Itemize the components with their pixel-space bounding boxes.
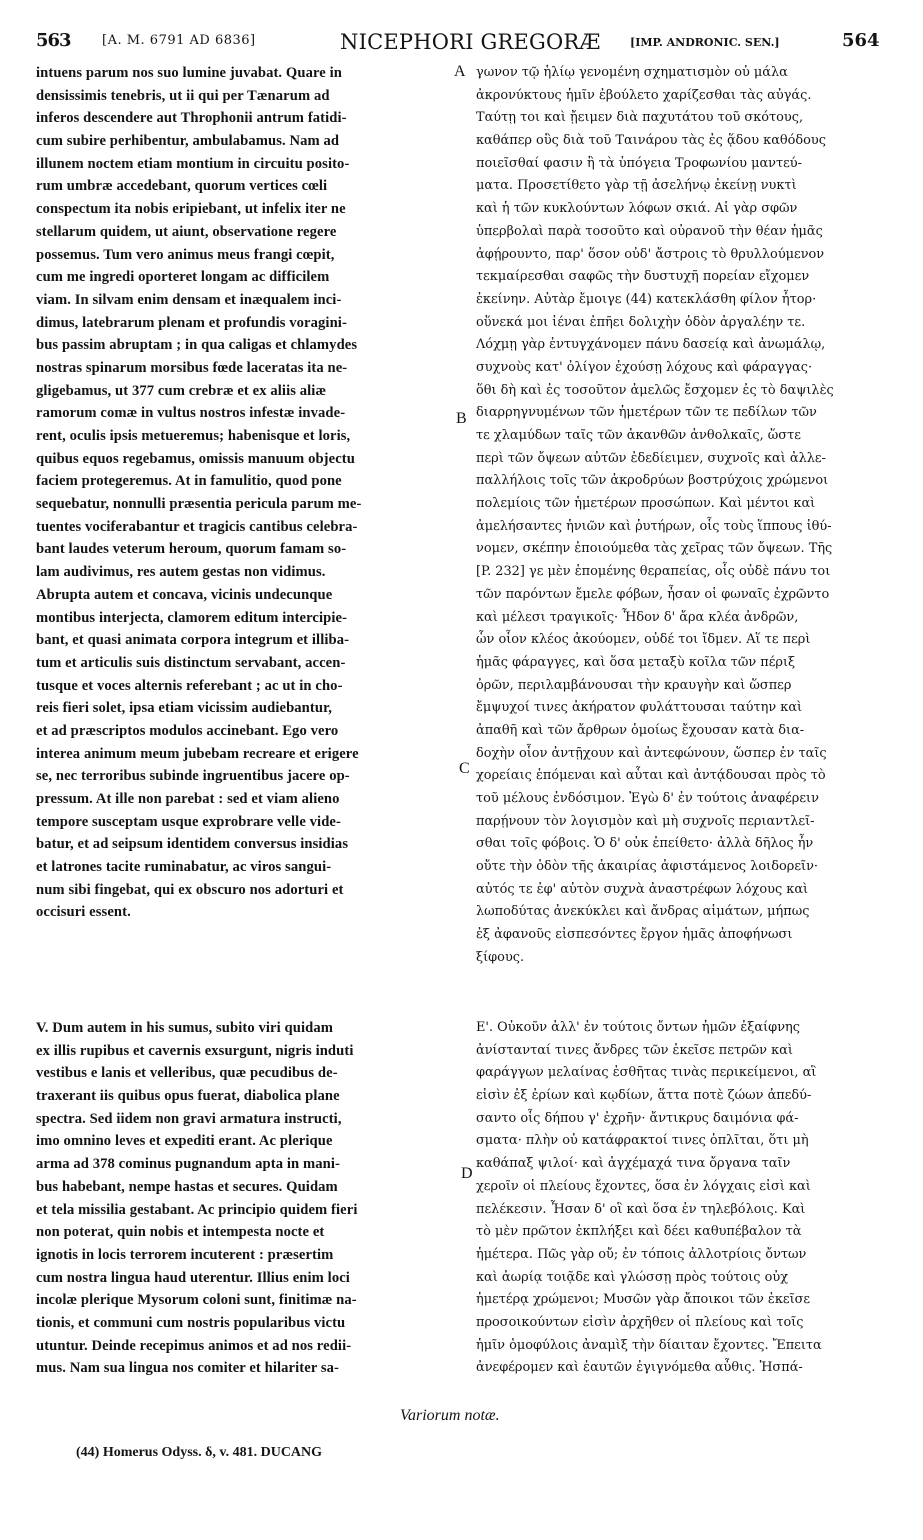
- text-line: γωνον τῷ ἡλίῳ γενομένη σχηματισμὸν οὐ μάλα: [476, 65, 788, 80]
- text-line: ἀκρονύκτους ἡμῖν ἐβούλετο χαρίζεσθαι τὰς αὐγάς.: [476, 87, 812, 103]
- text-line: intuens parum nos suo lumine juvabat. Quare in: [36, 65, 343, 81]
- text-line: illunem noctem etiam montium in circuitu posito-: [36, 155, 350, 172]
- running-title: NICEPHORI GREGORÆ: [340, 30, 601, 54]
- text-line: arma ad 378 cominus pugnandum apta in mani-: [36, 1156, 340, 1173]
- text-line: [P. 232] γε μὲν ἑπομένης θεραπείας, οἷς οὐδὲ πάνυ τοι: [476, 564, 831, 580]
- text-line: χεροῖν οἱ πλείους ἔχοντες, ὅσα ἐν λόγχαις εἰσὶ καὶ: [476, 1178, 811, 1194]
- text-line: ὀρῶν, περιλαμβάνουσαι τὴν κραυγὴν καὶ ὥσπερ: [476, 677, 792, 693]
- text-line: se, nec terroribus subinde ingruentibus jacere op-: [36, 768, 350, 785]
- text-line: Ταύτῃ τοι καὶ ᾔειμεν διὰ παχυτάτου τοῦ σκότους,: [476, 110, 804, 126]
- text-line: ἡμετέρᾳ χρώμενοι; Μυσῶν γὰρ ἄποικοι τῶν ἐκεῖσε: [476, 1292, 811, 1308]
- left-running-reference: [A. M. 6791 AD 6836]: [102, 33, 256, 48]
- text-line: et ad præscriptos modulos accinebant. Ego vero: [36, 722, 339, 739]
- text-line: φαράγγων μελαίνας ἐσθῆτας τινὰς περικείμενοι, αἳ: [476, 1065, 817, 1081]
- text-line: stellarum quidem, ut aiunt, observatione regere: [36, 223, 337, 240]
- text-line: ἡμῖν ὁμοφύλοις ἀναμὶξ τὴν δίαιταν ἔχοντες. Ἔπειτα: [476, 1337, 822, 1353]
- text-line: tum et articulis suis distinctum servabant, accen-: [36, 654, 346, 671]
- text-line: λωποδύτας ἀνεκύκλει καὶ ἄνδρας αἱμάτων, μήπως: [476, 904, 810, 920]
- text-line: τεκμαίρεσθαι σαφῶς τὴν δυστυχῆ πορείαν εἴχομεν: [476, 269, 810, 285]
- text-line: διαρρηγνυμένων τῶν ἡμετέρων τῶν τε πεδίλων τῶν: [476, 405, 817, 421]
- text-line: σαντο οἷς δήπου γ' ἐχρῆν· ἄντικρυς δαιμόνια φά-: [476, 1110, 799, 1126]
- text-line: Abrupta autem et concava, vicinis undecunque: [36, 586, 333, 603]
- text-line: montibus interjecta, clamorem editum intercipie-: [36, 609, 348, 626]
- text-line: νομεν, σκέπην ἐποιούμεθα τὰς χεῖρας τῶν ὄψεων. Τῆς: [476, 541, 833, 557]
- text-line: tempore susceptam usque exprobrare velle vide-: [36, 813, 341, 830]
- text-line: pressum. At ille non parebat : sed et viam alieno: [36, 791, 340, 807]
- text-line: densissimis tenebris, ut ii qui per Tænarum ad: [36, 87, 330, 104]
- text-line: quibus equos regebamus, omissis manuum objectu: [36, 450, 355, 467]
- text-line: σματα· πλὴν οὐ κατάφρακτοί τινες ὁπλῖται, ὅτι μὴ: [476, 1133, 809, 1149]
- text-line: cum nostra lingua haud uterentur. Illius enim loci: [36, 1269, 350, 1286]
- text-line: dimus, latebrarum plenam et profundis voragini-: [36, 314, 347, 331]
- text-line: bus habebant, nempe hastas et secures. Quidam: [36, 1178, 338, 1195]
- text-line: rent, oculis ipsis metueremus; habenisque et loris,: [36, 428, 351, 444]
- text-line: incolæ plerique Mysorum coloni sunt, finitimæ na-: [36, 1292, 357, 1309]
- text-line: παλλήλοις τοῖς τῶν ἀκροδρύων βοστρύχοις χρώμενοι: [476, 473, 829, 489]
- text-line: num sibi fingebat, qui ex obscuro nos adorturi et: [36, 881, 344, 898]
- text-line: πολεμίοις τῶν ἡμετέρων προσώπων. Καὶ μέντοι καὶ: [476, 496, 816, 512]
- text-line: τῶν παρόντων ἔμελε φόβων, ἦσαν οἱ φωναῖς ἐχρῶντο: [476, 586, 830, 602]
- text-line: ἀνεφέρομεν καὶ ἑαυτῶν ἐγιγνόμεθα αὖθις. Ἠσπά-: [476, 1360, 803, 1376]
- text-line: περὶ τῶν ὄψεων αὐτῶν ἐδεδίειμεν, συχνοῖς καὶ ἀλλε-: [476, 450, 826, 466]
- text-line: σθαι τοῖς φόβοις. Ὁ δ' οὐκ ἐπείθετο· ἀλλὰ δῆλος ἦν: [476, 836, 814, 852]
- text-line: ξίφους.: [476, 949, 525, 965]
- text-line: viam. In silvam enim densam et inæqualem inci-: [36, 291, 342, 308]
- text-line: bant, et quasi animata corpora integrum et illiba-: [36, 632, 350, 649]
- text-line: καὶ μέλεσι τραγικοῖς· Ἦδον δ' ἄρα κλέα ἀνδρῶν,: [476, 609, 799, 625]
- text-line: τε χλαμύδων ταῖς τῶν ἀκανθῶν ἀνθολκαῖς, ὥστε: [476, 428, 801, 443]
- latin-column-section-1: [36, 62, 464, 924]
- text-line: tuentes vociferabantur et tragicis cantibus celebra-: [36, 518, 358, 535]
- text-line: bant laudes veterum heroum, quorum famam so-: [36, 541, 347, 558]
- text-line: χορείαις ἑπόμεναι καὶ αὗται καὶ ἀντᾴδουσαι πρὸς τὸ: [476, 768, 826, 784]
- text-line: inferos descendere aut Throphonii antrum fatidi-: [36, 110, 347, 127]
- text-line: utuntur. Deinde recepimus animos et ad nos redii-: [36, 1337, 352, 1354]
- text-line: nostras spinarum morsibus fœde laceratas ita ne-: [36, 359, 348, 376]
- text-line: ὑπερβολαὶ παρὰ τοσοῦτο καὶ οὐρανοῦ τὴν θέαν ἡμᾶς: [476, 223, 823, 239]
- text-line: non poterat, quin nobis et intempesta nocte et: [36, 1224, 325, 1241]
- text-line: τὸ μὲν πρῶτον ἐκπλήξει καὶ δέει καθυπέβαλον τὰ: [476, 1224, 802, 1240]
- text-line: ἀμελήσαντες ἡνιῶν καὶ ῥυτήρων, οἷς τοὺς ἵππους ἰθύ-: [476, 518, 832, 534]
- text-line: et tela missilia gestabant. Ac principio quidem fieri: [36, 1201, 358, 1218]
- text-line: ἀφῄρουντο, παρ' ὅσον οὐδ' ἄστροις τὸ θρυλλούμενον: [476, 246, 825, 262]
- text-line: ex illis rupibus et cavernis exsurgunt, nigris induti: [36, 1042, 354, 1059]
- text-line: vestibus e lanis et velleribus, quæ pecudibus de-: [36, 1065, 338, 1082]
- text-line: ὧν οἷον κλέος ἀκούομεν, οὐδέ τοι ἴδμεν. Αἵ τε περὶ: [476, 632, 811, 648]
- text-line: ἡμέτερα. Πῶς γὰρ οὔ; ἐν τόποις ἀλλοτρίοις ὄντων: [476, 1246, 807, 1262]
- text-line: spectra. Sed iidem non gravi armatura instructi,: [36, 1110, 342, 1127]
- text-line: tionis, et communi cum nostris popularibus victu: [36, 1314, 346, 1331]
- text-line: faciem protegeremus. At in famulitio, quod pone: [36, 473, 342, 490]
- text-line: παρῄνουν τὸν λογισμὸν καὶ μὴ συχνοῖς περιαντλεῖ-: [476, 813, 815, 829]
- text-line: αὐτός τε ἐφ' αὐτὸν συχνὰ ἀναστρέφων λόχους καὶ: [476, 881, 809, 897]
- text-line: cum me ingredi oporteret longam ac difficilem: [36, 269, 330, 286]
- text-line: οὕνεκά μοι ἰέναι ἐπῆει δολιχὴν ὁδὸν ἀργαλέην τε.: [476, 314, 806, 330]
- margin-marker-d: D: [461, 1165, 473, 1182]
- text-line: τοῦ μέλους ἐνδόσιμον. Ἐγὼ δ' ἐν τούτοις ἀναφέρειν: [476, 791, 819, 806]
- notes-heading: Variorum notæ.: [400, 1407, 500, 1424]
- margin-marker-b: B: [456, 410, 467, 427]
- text-line: lam audivimus, res autem gestas non vidimus.: [36, 564, 326, 581]
- text-line: καὶ ἡ τῶν κυκλούντων λόφων σκιά. Αἱ γὰρ σφῶν: [476, 201, 798, 217]
- text-line: ἐκείνην. Αὐτὰρ ἔμοιγε (44) κατεκλάσθη φίλον ἦτορ·: [476, 291, 817, 307]
- greek-column-section-1: [476, 62, 888, 970]
- text-line: batur, et ad seipsum identidem conversus insidias: [36, 836, 349, 853]
- text-line: reis fieri solet, ipsa etiam vicissim audiebantur,: [36, 700, 333, 717]
- greek-column-section-2: [476, 1017, 888, 1380]
- text-line: cum subire perhibentur, ambulabamus. Nam ad: [36, 133, 340, 150]
- text-line: Ε'. Οὐκοῦν ἀλλ' ἐν τούτοις ὄντων ἡμῶν ἐξαίφνης: [476, 1020, 800, 1035]
- text-line: ἐξ ἀφανοῦς εἰσπεσόντες ἔργον ἡμᾶς ἀποφήνωσι: [476, 927, 793, 943]
- text-line: possemus. Tum vero animus meus frangi cœpit,: [36, 246, 335, 263]
- right-page-number: 564: [842, 30, 880, 51]
- text-line: οὔτε τὴν ὁδὸν τῆς ἀκαιρίας ἀφιστάμενος λοιδορεῖν·: [476, 859, 818, 875]
- text-line: ὅθι δὴ καὶ ἐς τοσοῦτον ἀμελῶς ἔσχομεν ἐς τὸ δαψιλὲς: [476, 382, 834, 398]
- text-line: ἡμᾶς φάραγγες, καὶ ὅσα μεταξὺ κοῖλα τῶν πέριξ: [476, 654, 796, 670]
- text-line: καθάπαξ ψιλοί· καὶ ἀγχέμαχά τινα ὄργανα ταῖν: [476, 1156, 791, 1172]
- latin-column-section-2: [36, 1017, 464, 1380]
- text-line: occisuri essent.: [36, 904, 131, 921]
- text-line: bus passim abruptam ; in qua caligas et chlamydes: [36, 337, 358, 354]
- text-line: Λόχμῃ γὰρ ἐντυγχάνομεν πάνυ δασείᾳ καὶ ἀνωμάλῳ,: [476, 337, 826, 353]
- text-line: conspectum ita nobis eripiebant, ut infelix iter ne: [36, 201, 346, 218]
- text-line: ποιεῖσθαί φασιν ἢ τὰ ὑπόγεια Τροφωνίου μαντεύ-: [476, 155, 802, 171]
- margin-marker-a: A: [454, 63, 466, 80]
- text-line: ματα. Προσετίθετο γὰρ τῇ ἀσελήνῳ ἐκείνῃ νυκτὶ: [476, 178, 797, 194]
- text-line: ἀνίστανταί τινες ἄνδρες τῶν ἐκεῖσε πετρῶν καὶ: [476, 1042, 793, 1058]
- text-line: συχνοὺς κατ' ὀλίγον ἐχούσῃ λόχους καὶ φάραγγας·: [476, 359, 813, 375]
- text-line: traxerant iis quibus opus fuerat, diabolica plane: [36, 1088, 340, 1105]
- text-line: πελέκεσιν. Ἦσαν δ' οἳ καὶ ὅσα ἐν τηλεβόλοις. Καὶ: [476, 1201, 806, 1217]
- text-line: et latrones tacite ruminabatur, ac viros sangui-: [36, 859, 332, 876]
- text-line: ramorum comæ in vultus nostros infestæ invade-: [36, 405, 346, 422]
- text-line: rum umbræ accedebant, quorum vertices cœli: [36, 178, 328, 195]
- text-line: δοχὴν οἷον ἀντῇχουν καὶ ἀντεφώνουν, ὥσπερ ἐν ταῖς: [476, 745, 827, 761]
- text-line: interea animum meum jubebam recreare et erigere: [36, 745, 359, 762]
- left-page-number: 563: [36, 30, 71, 51]
- text-line: προσοικούντων εἰσὶν ἀρχῆθεν οἱ πλείους καὶ τοῖς: [476, 1314, 804, 1330]
- text-line: καθάπερ οὓς διὰ τοῦ Ταινάρου τὰς ἐς ᾅδου καθόδους: [476, 133, 826, 149]
- margin-marker-c: C: [459, 760, 470, 777]
- text-line: sequebatur, nonnulli præsentia pericula parum me-: [36, 496, 362, 513]
- text-line: καὶ ἀωρίᾳ τοιᾷδε καὶ γλώσσῃ πρὸς τούτοις οὐχ: [476, 1269, 788, 1285]
- text-line: εἰσὶν ἐξ ἐρίων καὶ κῳδίων, ἅττα ποτὲ ζώων ἀπεδύ-: [476, 1088, 812, 1104]
- text-line: mus. Nam sua lingua nos comiter et hilariter sa-: [36, 1360, 340, 1377]
- text-line: V. Dum autem in his sumus, subito viri quidam: [36, 1020, 333, 1036]
- text-line: ἔμψυχοί τινες ἀκήρατον φυλάττουσαι ταύτην καὶ: [476, 700, 803, 716]
- text-line: ignotis in locis terrorem incuterent : præsertim: [36, 1246, 334, 1263]
- text-line: tusque et voces alternis referebant ; ac ut in cho-: [36, 677, 343, 694]
- text-line: gligebamus, ut 377 cum crebræ et ex aliis aliæ: [36, 382, 327, 399]
- right-running-reference: [IMP. ANDRONIC. SEN.]: [630, 36, 780, 49]
- footnote: (44) Homerus Odyss. δ, v. 481. DUCANG: [76, 1445, 323, 1460]
- text-line: ἀπαθῆ καὶ τῶν ἄρθρων ὁμοίως ἔχουσαν κατὰ δια-: [476, 722, 805, 738]
- text-line: imo omnino leves et expediti erant. Ac plerique: [36, 1133, 333, 1150]
